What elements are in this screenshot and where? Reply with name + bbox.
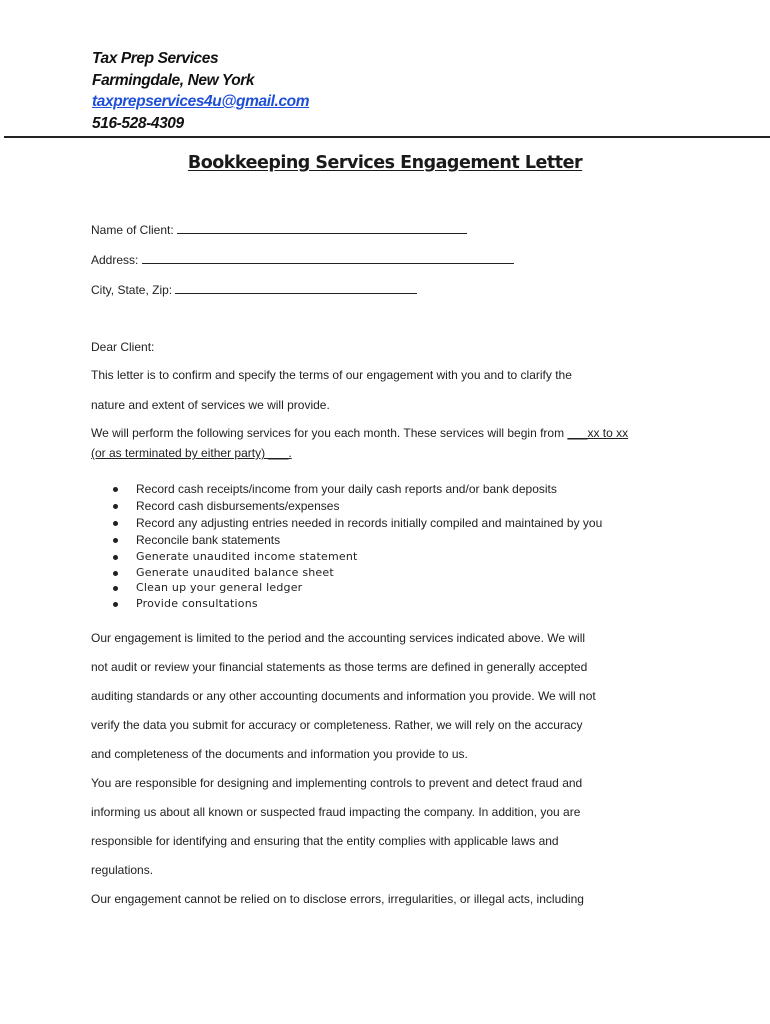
address-blank[interactable]	[142, 252, 514, 264]
address-field[interactable]	[91, 252, 514, 267]
bullet-icon	[113, 555, 118, 560]
responsibility-line: informing us about all known or suspected fraud impacting the company. In addition, you are	[91, 805, 581, 819]
company-phone: 516-528-4309	[92, 114, 184, 132]
header-divider	[4, 136, 770, 138]
limits-line: verify the data you submit for accuracy or completeness. Rather, we will rely on the accuracy	[91, 718, 583, 732]
list-item: Generate unaudited income statement	[108, 549, 602, 565]
city-state-zip-blank[interactable]	[175, 282, 417, 294]
responsibility-line: regulations.	[91, 863, 154, 877]
services-intro-line	[91, 426, 628, 440]
company-name: Tax Prep Services	[92, 50, 219, 67]
services-term-line	[91, 446, 292, 460]
client-name-field[interactable]	[91, 222, 467, 237]
responsibility-line: responsible for identifying and ensuring that the entity complies with applicable laws and	[91, 834, 559, 848]
city-state-zip-field[interactable]	[91, 282, 417, 297]
limits-line: auditing standards or any other accounting documents and information you provide. We will not	[91, 689, 596, 703]
services-term-text: (or as terminated by either party) ___.	[91, 446, 292, 460]
list-item: Record cash disbursements/expenses	[108, 498, 602, 515]
bullet-icon	[113, 504, 118, 509]
services-dates: ___xx to xx	[567, 426, 629, 440]
company-location: Farmingdale, New York	[92, 71, 255, 89]
bullet-icon	[113, 538, 118, 543]
intro-line: nature and extent of services we will provide.	[91, 398, 330, 412]
bullet-icon	[113, 521, 118, 526]
disclaimer-line: Our engagement cannot be relied on to disclose errors, irregularities, or illegal acts, including	[91, 892, 584, 906]
list-item: Reconcile bank statements	[108, 532, 602, 549]
limits-line: not audit or review your financial statements as those terms are defined in generally accepted	[91, 660, 588, 674]
document-title	[0, 153, 770, 173]
intro-line: This letter is to confirm and specify the terms of our engagement with you and to clarify the	[91, 368, 572, 382]
salutation: Dear Client:	[91, 340, 155, 354]
bullet-icon	[113, 602, 118, 607]
client-name-blank[interactable]	[177, 222, 467, 234]
bullet-icon	[113, 586, 118, 591]
list-item: Record any adjusting entries needed in records initially compiled and maintained by you	[108, 515, 602, 532]
responsibility-line: You are responsible for designing and implementing controls to prevent and detect fraud and	[91, 776, 583, 790]
client-name-label: Name of Client:	[91, 223, 174, 237]
list-item: Provide consultations	[108, 596, 602, 612]
list-item: Generate unaudited balance sheet	[108, 565, 602, 581]
limits-line: and completeness of the documents and information you provide to us.	[91, 747, 468, 761]
document-title-text: Bookkeeping Services Engagement Letter	[187, 153, 583, 173]
services-list	[108, 481, 602, 611]
company-email-link[interactable]: taxprepservices4u@gmail.com	[92, 93, 310, 110]
list-item: Record cash receipts/income from your daily cash reports and/or bank deposits	[108, 481, 602, 498]
limits-line: Our engagement is limited to the period and the accounting services indicated above. We will	[91, 631, 586, 645]
address-label: Address:	[91, 253, 139, 267]
bullet-icon	[113, 487, 118, 492]
company-header	[92, 48, 309, 134]
list-item: Clean up your general ledger	[108, 580, 602, 596]
bullet-icon	[113, 571, 118, 576]
services-intro-text: We will perform the following services for you each month. These services will begin from	[91, 426, 565, 440]
city-state-zip-label: City, State, Zip:	[91, 283, 173, 297]
